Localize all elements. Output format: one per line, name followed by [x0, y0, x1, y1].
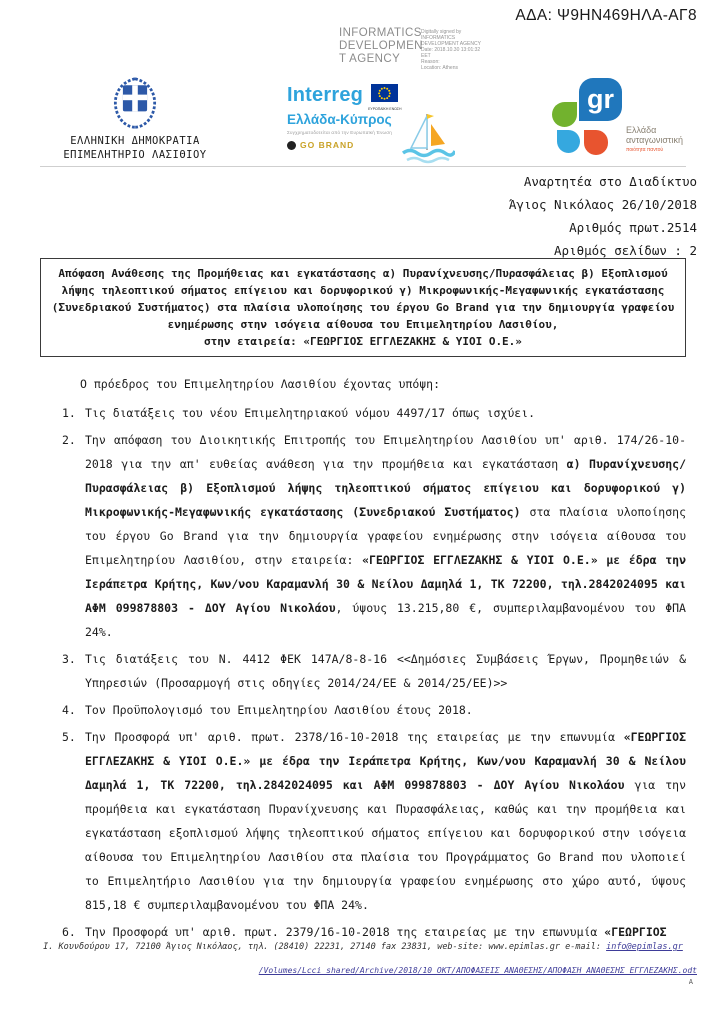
list-item — [40, 698, 686, 722]
signature-detail-line: Reason: — [421, 59, 440, 65]
list-item — [40, 920, 686, 944]
sailboat-icon — [401, 110, 455, 166]
signature-agency-line: DEVELOPMEN — [339, 40, 423, 52]
file-path-link[interactable]: /Volumes/Lcci_shared/Archive/2018/10 ΟΚΤ/ΑΠΟΦΑΣΕΙΣ ΑΝΑΘΕΣΗΣ/ΑΠΟΦΑΣΗ ΑΝΑΘΕΣΗΣ_ΕΓΓΛΕΖΑΚΗΣ.odt — [258, 966, 697, 975]
decision-title — [40, 258, 686, 357]
blue-leaf-icon — [557, 130, 580, 153]
page-marker: Α — [688, 978, 693, 986]
signature-detail-line: Location: Athens — [421, 65, 458, 71]
decision-title-line: λήψης τηλεοπτικού σήματος επίγειου και δορυφορικού γ) Μικροφωνικής-Μεγαφωνικής εγκατάστασης — [61, 284, 665, 297]
document-body — [40, 372, 686, 947]
item-text: Την Προσφορά υπ' αριθ. πρωτ. 2379/16-10-2018 της εταιρείας με την επωνυμία «ΓΕΩΡΓΙΟΣ — [85, 925, 667, 939]
interreg-wordmark: Interreg — [287, 84, 364, 106]
gr-label-line: Ελλάδα — [626, 125, 657, 135]
interreg-programme-label: Ελλάδα-Κύπρος — [287, 112, 392, 127]
list-item — [40, 401, 686, 425]
footer-address — [40, 942, 686, 952]
greek-coat-of-arms-icon — [106, 76, 164, 130]
item-text: Την Προσφορά υπ' αριθ. πρωτ. 2378/16-10-2018 της εταιρείας με την επωνυμία «ΓΕΩΡΓΙΟΣ ΕΓΓΛΕΖΑΚΗΣ & ΥΙΟΙ Ο.Ε.» με έδρα την Ιεράπετρα Κρήτης, Κων/νου Καραμανλή 30 & Νείλου Δαμηλά 1, ΤΚ 72200, τηλ.2842024095 και ΑΦΜ 099878803 - ΔΟΥ Αγίου Νικολάου για την προμήθεια και εγκατάσταση Πυρανίχνευσης και Πυρασφάλειας, καθώς και την προμήθεια και εγκατάσταση εξοπλισμού λήψης τηλεοπτικού σήματος επίγειου και δορυφορικού στην ισόγεια αίθουσα του Επιμελητηρίου Λασιθίου στα πλαίσια του Προγράμματος Go Brand που υλοποιεί το Επιμελητήριο Λασιθίου για την δημιουργία γραφείου ενημέρωσης στο χώρο αυτό, ύψους 815,18 € συμπεριλαμβανομένου του ΦΠΑ 24%. — [85, 730, 687, 912]
decision-title-line: Απόφαση Ανάθεσης της Προμήθειας και εγκατάστασης α) Πυρανίχνευσης/Πυρασφάλειας β) Εξοπλισμού — [58, 267, 668, 280]
hellenic-republic-logo — [55, 76, 215, 162]
address-text: Ι. Κουνδούρου 17, 72100 Άγιος Νικόλαος, τηλ. (28410) 22231, 27140 fax 23831, web-site: www.epimlas.gr e-mail: — [43, 942, 607, 952]
gr-competitive-greece-logo — [548, 70, 698, 165]
ada-code: ΑΔΑ: Ψ9ΗΝ469ΗΛΑ-ΑΓ8 — [515, 7, 697, 24]
body-intro: Ο πρόεδρος του Επιμελητηρίου Λασιθίου έχοντας υπόψη: — [80, 377, 441, 391]
place-date: Άγιος Νικόλαος 26/10/2018 — [508, 197, 697, 212]
eu-flag-icon — [368, 84, 401, 111]
item-number: 4. — [62, 703, 76, 717]
gr-slogan: ποιότητα παντού — [626, 147, 664, 153]
list-item — [40, 647, 686, 695]
header-divider — [40, 166, 686, 167]
list-item — [40, 428, 686, 644]
republic-label: ΕΛΛΗΝΙΚΗ ΔΗΜΟΚΡΑΤΙΑ — [70, 135, 200, 147]
interreg-tagline: Συγχρηματοδοτείται από την Ευρωπαϊκή Ένωση — [287, 130, 392, 135]
signature-agency-name — [339, 27, 423, 66]
protocol-number: Αριθμός πρωτ.2514 — [569, 220, 697, 235]
item-number: 5. — [62, 730, 76, 744]
item-number: 1. — [62, 406, 76, 420]
item-text: Τις διατάξεις του Ν. 4412 ΦΕΚ 147Α/8-8-16 <<Δημόσιες Συμβάσεις Έργων, Προμηθειών & Υπηρεσιών (Προσαρμογή στις οδηγίες 2014/24/ΕΕ & 2014/25/ΕΕ)>> — [85, 652, 686, 690]
item-text: Τον Προϋπολογισμό του Επιμελητηρίου Λασιθίου έτους 2018. — [85, 703, 473, 717]
posted-on-internet-label: Αναρτητέα στο Διαδίκτυο — [523, 174, 697, 189]
eu-flag-label: ΕΥΡΩΠΑΪΚΗ ΕΝΩΣΗ — [368, 107, 402, 111]
decision-title-line: στην εταιρεία: «ΓΕΩΡΓΙΟΣ ΕΓΓΛΕΖΑΚΗΣ & ΥΙΟΙ Ο.Ε.» — [204, 335, 522, 348]
red-leaf-icon — [584, 130, 608, 155]
signature-detail-line: Digitally signed by — [421, 29, 462, 35]
go-brand-dot-icon — [287, 141, 296, 150]
item-number: 6. — [62, 925, 76, 939]
decision-title-line: ενημέρωσης στην ισόγεια αίθουσα του Επιμελητηρίου Λασιθίου, — [167, 318, 559, 331]
signature-details — [421, 29, 481, 71]
page-count: Αριθμός σελίδων : 2 — [554, 243, 697, 258]
decision-title-line: (Συνεδριακού Συστήματος) στα πλαίσια υλοποίησης του έργου Go Brand για την δημιουργία γραφείου — [51, 301, 675, 314]
green-leaf-icon — [552, 102, 577, 127]
interreg-logo — [287, 84, 445, 150]
chamber-label: ΕΠΙΜΕΛΗΤΗΡΙΟ ΛΑΣΙΘΙΟΥ — [63, 149, 207, 161]
signature-detail-line: INFORMATICS — [421, 35, 456, 41]
signature-detail-line: DEVELOPMENT AGENCY — [421, 41, 481, 47]
gr-mark: gr — [579, 78, 622, 121]
list-item — [40, 725, 686, 917]
signature-detail-line: EET — [421, 53, 431, 59]
signature-agency-line: INFORMATICS — [339, 27, 422, 39]
item-number: 2. — [62, 433, 76, 447]
item-number: 3. — [62, 652, 76, 666]
item-text: Τις διατάξεις του νέου Επιμελητηριακού νόμου 4497/17 όπως ισχύει. — [85, 406, 536, 420]
signature-detail-line: Date: 2018.10.30 13:01:32 — [421, 47, 481, 53]
email-link[interactable]: info@epimlas.gr — [606, 942, 683, 952]
gr-label-line: ανταγωνιστική — [626, 135, 683, 145]
signature-agency-line: T AGENCY — [339, 53, 401, 65]
item-text: Την απόφαση του Διοικητικής Επιτροπής του Επιμελητηρίου Λασιθίου υπ' αριθ. 174/26-10-2018 για την απ' ευθείας ανάθεση για την προμήθεια και εγκατάσταση α) Πυρανίχνευσης/Πυρασφάλειας β) Εξοπλισμού λήψης τηλεοπτικού σήματος επίγειου και δορυφορικού γ) Μικροφωνικής-Μεγαφωνικής εγκατάστασης (Συνεδριακού Συστήματος) στα πλαίσια υλοποίησης του έργου Go Brand για την δημιουργία γραφείου ενημέρωσης στην ισόγεια αίθουσα του Επιμελητηρίου Λασιθίου, στην εταιρεία: «ΓΕΩΡΓΙΟΣ ΕΓΓΛΕΖΑΚΗΣ & ΥΙΟΙ Ο.Ε.» με έδρα την Ιεράπετρα Κρήτης, Κων/νου Καραμανλή 30 & Νείλου Δαμηλά 1, ΤΚ 72200, τηλ.2842024095 και ΑΦΜ 099878803 - ΔΟΥ Αγίου Νικολάου, ύψους 13.215,80 €, συμπεριλαμβανομένου του ΦΠΑ 24%. — [85, 433, 687, 639]
go-brand-label: GO BRAND — [300, 140, 355, 150]
document-meta — [509, 170, 697, 262]
